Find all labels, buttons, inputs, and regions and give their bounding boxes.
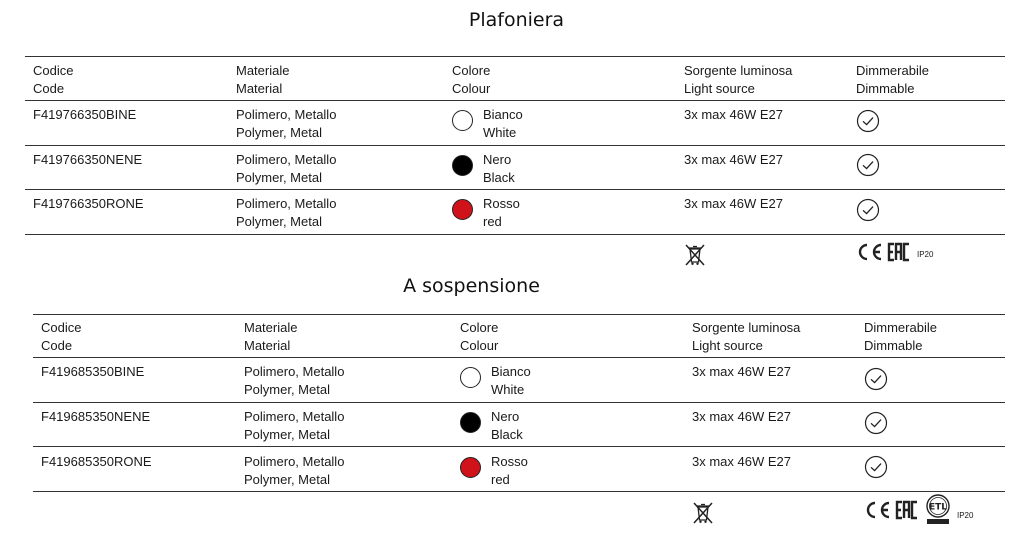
table-bottom-rule <box>33 491 1005 492</box>
header-code: Codice Code <box>41 320 82 353</box>
colour-swatch-black <box>460 412 481 433</box>
row-material: Polimero, Metallo Polymer, Metal <box>236 152 337 185</box>
row-rule <box>33 446 1005 447</box>
row-colour: Bianco White <box>483 107 523 140</box>
row-light-source: 3x max 46W E27 <box>692 364 791 379</box>
header-material: Materiale Material <box>236 63 290 96</box>
ip-rating: IP20 <box>957 511 974 520</box>
ce-mark-icon <box>863 500 893 520</box>
check-circle-icon <box>864 411 888 435</box>
eac-mark-icon <box>895 500 920 520</box>
header-dimmable: Dimmerabile Dimmable <box>856 63 929 96</box>
row-light-source: 3x max 46W E27 <box>692 409 791 424</box>
table-top-rule <box>33 314 1005 315</box>
row-colour: Nero Black <box>491 409 523 442</box>
row-rule <box>33 402 1005 403</box>
etl-intertek-mark-icon <box>924 494 952 526</box>
row-material: Polimero, Metallo Polymer, Metal <box>236 196 337 229</box>
check-circle-icon <box>864 367 888 391</box>
header-colour: Colore Colour <box>452 63 491 96</box>
row-code: F419766350RONE <box>33 196 144 211</box>
header-light-source: Sorgente luminosa Light source <box>684 63 793 96</box>
header-colour: Colore Colour <box>460 320 499 353</box>
row-code: F419685350BINE <box>41 364 145 379</box>
row-code: F419685350NENE <box>41 409 151 424</box>
header-light-source: Sorgente luminosa Light source <box>692 320 801 353</box>
row-material: Polimero, Metallo Polymer, Metal <box>244 409 345 442</box>
row-light-source: 3x max 46W E27 <box>684 107 783 122</box>
row-code: F419685350RONE <box>41 454 152 469</box>
header-material: Materiale Material <box>244 320 298 353</box>
row-colour: Rosso red <box>491 454 528 487</box>
colour-swatch-red <box>460 457 481 478</box>
svg-text:ETL: ETL <box>928 502 948 513</box>
row-light-source: 3x max 46W E27 <box>684 152 783 167</box>
row-code: F419766350NENE <box>33 152 143 167</box>
row-light-source: 3x max 46W E27 <box>692 454 791 469</box>
row-code: F419766350BINE <box>33 107 137 122</box>
row-light-source: 3x max 46W E27 <box>684 196 783 211</box>
ip-rating: IP20 <box>917 250 934 259</box>
row-material: Polimero, Metallo Polymer, Metal <box>236 107 337 140</box>
section-title: A sospensione <box>403 275 540 297</box>
header-rule <box>33 357 1005 358</box>
crossed-bin-icon <box>692 501 714 525</box>
header-code: Codice Code <box>33 63 74 96</box>
colour-swatch-white <box>460 367 481 388</box>
row-colour: Nero Black <box>483 152 515 185</box>
row-colour: Rosso red <box>483 196 520 229</box>
check-circle-icon <box>864 455 888 479</box>
row-material: Polimero, Metallo Polymer, Metal <box>244 454 345 487</box>
row-material: Polimero, Metallo Polymer, Metal <box>244 364 345 397</box>
section-title: Plafoniera <box>468 9 565 31</box>
row-colour: Bianco White <box>491 364 531 397</box>
header-dimmable: Dimmerabile Dimmable <box>864 320 937 353</box>
